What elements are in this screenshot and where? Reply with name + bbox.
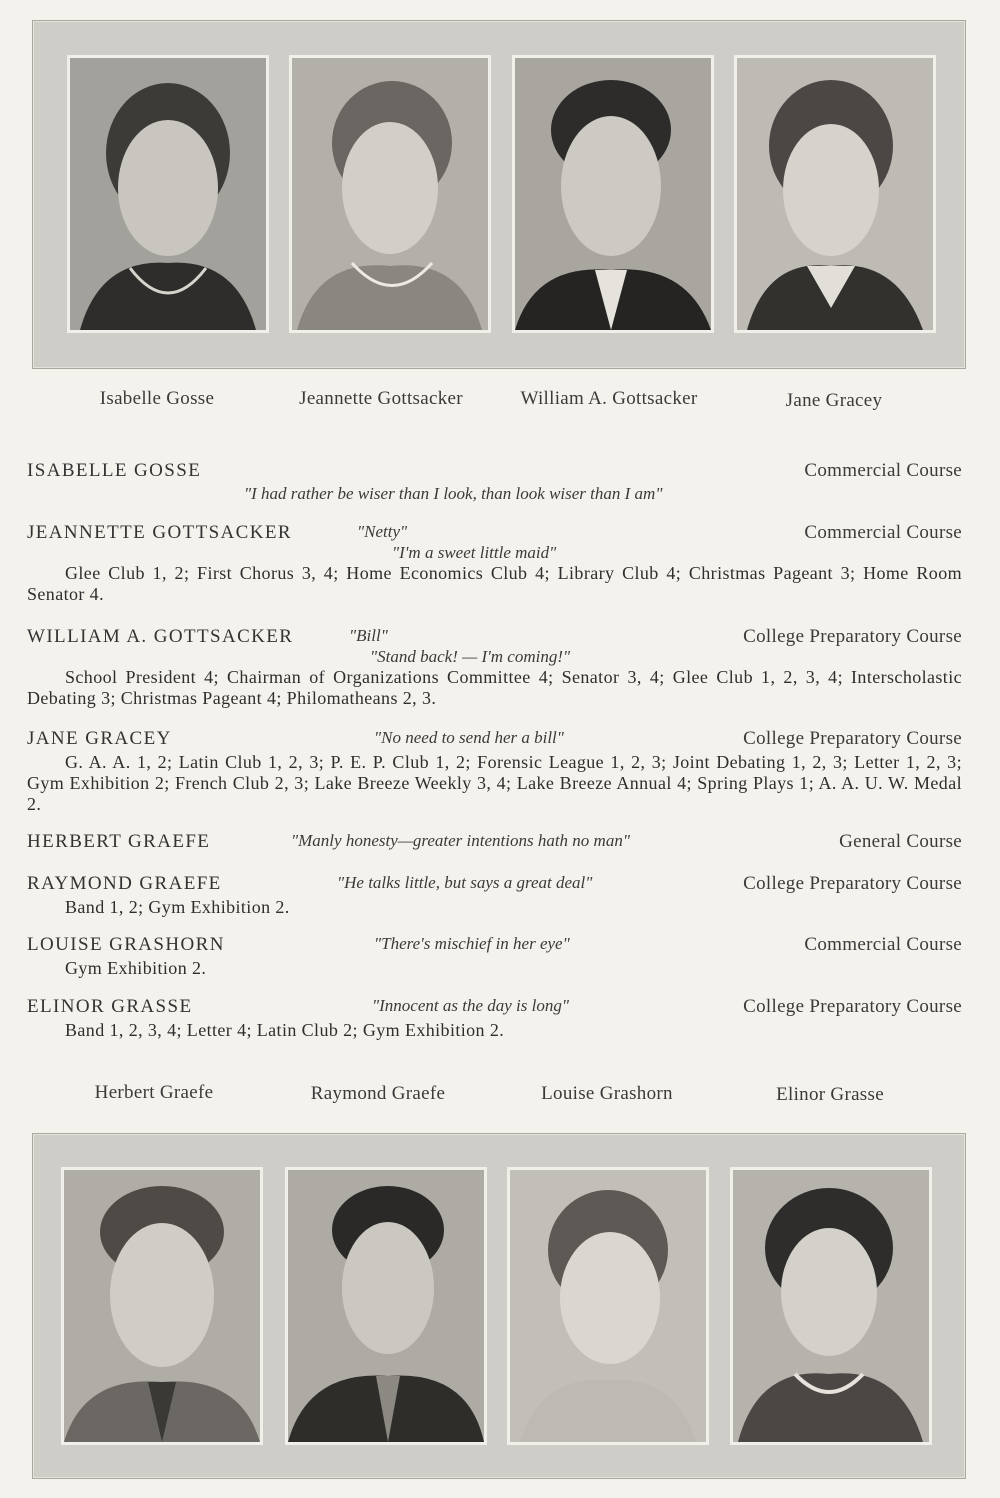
entry-name: JEANNETTE GOTTSACKER xyxy=(27,522,292,543)
portrait-william-gottsacker xyxy=(512,55,714,333)
entry-quote: "I'm a sweet little maid" xyxy=(392,543,557,562)
caption-jane-gracey: Jane Gracey xyxy=(785,390,883,411)
entry-name: HERBERT GRAEFE xyxy=(27,831,211,852)
entry-course: Commercial Course xyxy=(804,934,962,955)
caption-isabelle-gosse: Isabelle Gosse xyxy=(99,388,215,409)
entry-name: RAYMOND GRAEFE xyxy=(27,873,222,894)
entry-quote: "Manly honesty—greater intentions hath no man" xyxy=(291,831,630,850)
entry-activities: Band 1, 2; Gym Exhibition 2. xyxy=(65,897,290,917)
entry-quote: "No need to send her a bill" xyxy=(374,728,564,747)
portrait-jeannette-gottsacker xyxy=(289,55,491,333)
entry-course: College Preparatory Course xyxy=(743,996,962,1017)
entry-quote: "Innocent as the day is long" xyxy=(372,996,569,1015)
entry-name: JANE GRACEY xyxy=(27,728,172,749)
entry-jane-gracey xyxy=(27,728,962,815)
entry-activities: Glee Club 1, 2; First Chorus 3, 4; Home Economics Club 4; Library Club 4; Christmas Pageant 3; Home Room Senator 4. xyxy=(27,563,962,604)
entry-isabelle-gosse xyxy=(27,460,962,504)
entry-activities: Band 1, 2, 3, 4; Letter 4; Latin Club 2; Gym Exhibition 2. xyxy=(65,1020,505,1040)
entry-raymond-graefe xyxy=(27,873,962,918)
caption-raymond-graefe: Raymond Graefe xyxy=(310,1083,446,1104)
caption-elinor-grasse: Elinor Grasse xyxy=(776,1084,884,1105)
portrait-jane-gracey xyxy=(734,55,936,333)
entry-name: ELINOR GRASSE xyxy=(27,996,193,1017)
portrait-herbert-graefe xyxy=(61,1167,263,1445)
portrait-elinor-grasse xyxy=(730,1167,932,1445)
caption-herbert-graefe: Herbert Graefe xyxy=(94,1082,214,1103)
entry-herbert-graefe xyxy=(27,831,962,855)
entry-course: College Preparatory Course xyxy=(743,873,962,894)
entry-elinor-grasse xyxy=(27,996,962,1041)
caption-louise-grashorn: Louise Grashorn xyxy=(541,1083,673,1104)
entry-course: Commercial Course xyxy=(804,460,962,481)
portrait-isabelle-gosse xyxy=(67,55,269,333)
entry-course: College Preparatory Course xyxy=(743,728,962,749)
entry-nickname: "Bill" xyxy=(349,626,388,645)
entry-activities: Gym Exhibition 2. xyxy=(65,958,207,978)
entry-quote: "There's mischief in her eye" xyxy=(374,934,570,953)
bottom-photo-panel xyxy=(32,1133,966,1479)
entry-name: WILLIAM A. GOTTSACKER xyxy=(27,626,294,647)
caption-william-gottsacker: William A. Gottsacker xyxy=(520,388,698,409)
entry-name: LOUISE GRASHORN xyxy=(27,934,225,955)
entry-course: Commercial Course xyxy=(804,522,962,543)
entry-william-gottsacker xyxy=(27,626,962,709)
entry-nickname: "Netty" xyxy=(357,522,408,541)
caption-jeannette-gottsacker: Jeannette Gottsacker xyxy=(299,388,463,409)
portrait-louise-grashorn xyxy=(507,1167,709,1445)
portrait-raymond-graefe xyxy=(285,1167,487,1445)
entry-course: College Preparatory Course xyxy=(743,626,962,647)
entry-quote: "I had rather be wiser than I look, than look wiser than I am" xyxy=(244,484,663,503)
entry-course: General Course xyxy=(839,831,962,852)
entry-activities: School President 4; Chairman of Organizations Committee 4; Senator 3, 4; Glee Club 1, 2, 3, 4; Interscholastic Debating 3; Christmas Pageant 4; Philomatheans 2, 3. xyxy=(27,667,962,708)
entry-jeannette-gottsacker xyxy=(27,522,962,605)
entry-louise-grashorn xyxy=(27,934,962,979)
entry-name: ISABELLE GOSSE xyxy=(27,460,202,481)
top-photo-panel xyxy=(32,20,966,369)
entry-quote: "He talks little, but says a great deal" xyxy=(337,873,593,892)
entry-activities: G. A. A. 1, 2; Latin Club 1, 2, 3; P. E. P. Club 1, 2; Forensic League 1, 2, 3; Joint Debating 1, 2, 3; Letter 1, 2, 3; Gym Exhibition 2; French Club 2, 3; Lake Breeze Weekly 3, 4; Lake Breeze Annual 4; Spring Plays 1; A. A. U. W. Medal 2. xyxy=(27,752,962,814)
entry-quote: "Stand back! — I'm coming!" xyxy=(370,647,571,666)
